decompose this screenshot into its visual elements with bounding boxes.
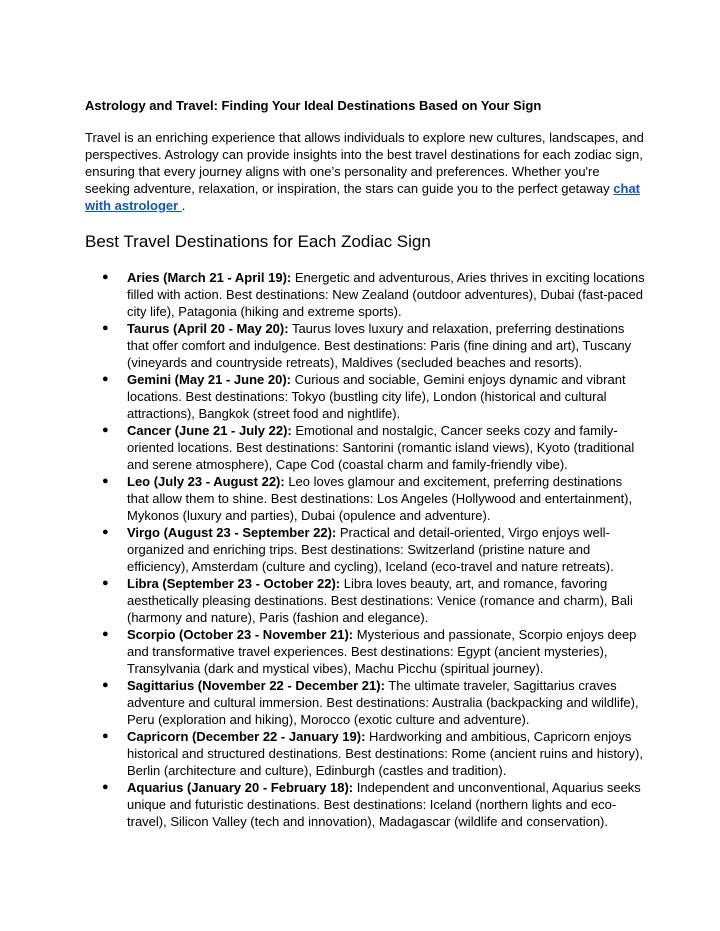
sign-description: Mysterious and passionate, Scorpio enjoys deep and transformative travel experiences. Best destinations: Egypt (ancient mysteries), Transylvania (dark and mystical vibes), Machu Picchu (spiritual journey). (127, 627, 637, 676)
bullet-icon: ● (102, 271, 109, 283)
list-item (85, 320, 645, 371)
sign-name: Virgo (August 23 - September 22): (127, 525, 337, 540)
document-title: Astrology and Travel: Finding Your Ideal Destinations Based on Your Sign (85, 98, 542, 113)
list-item (85, 575, 645, 626)
bullet-icon: ● (102, 730, 109, 742)
list-item (85, 473, 645, 524)
sign-description: Curious and sociable, Gemini enjoys dynamic and vibrant locations. Best destinations: Tokyo (bustling city life), London (historical and cultural attractions), Bangkok (street food and nightlife). (127, 372, 626, 421)
sign-name: Gemini (May 21 - June 20): (127, 372, 291, 387)
sign-name: Aries (March 21 - April 19): (127, 270, 292, 285)
zodiac-destinations-list (85, 269, 645, 830)
sign-name: Taurus (April 20 - May 20): (127, 321, 289, 336)
sign-description: Hardworking and ambitious, Capricorn enjoys historical and structured destinations. Best destinations: Rome (ancient ruins and history), Berlin (architecture and culture), Edinburgh (castles and tradition). (127, 729, 643, 778)
sign-name: Libra (September 23 - October 22): (127, 576, 341, 591)
document-body (85, 97, 645, 830)
list-item (85, 728, 645, 779)
sign-name: Aquarius (January 20 - February 18): (127, 780, 354, 795)
bullet-icon: ● (102, 679, 109, 691)
bullet-icon: ● (102, 781, 109, 793)
sign-name: Capricorn (December 22 - January 19): (127, 729, 366, 744)
intro-end: . (181, 198, 186, 213)
intro-paragraph (85, 129, 645, 214)
bullet-icon: ● (102, 424, 109, 436)
bullet-icon: ● (102, 373, 109, 385)
intro-text: Travel is an enriching experience that allows individuals to explore new cultures, landscapes, and perspectives. Astrology can provide insights into the best travel destinations for each zodiac sign, ensuring that every journey aligns with one’s personality and preferences. Whether you're seeking adventure, relaxation, or inspiration, the stars can guide you to the perfect getaway (85, 130, 644, 196)
bullet-icon: ● (102, 322, 109, 334)
sign-name: Leo (July 23 - August 22): (127, 474, 285, 489)
list-item (85, 524, 645, 575)
sign-description: Taurus loves luxury and relaxation, preferring destinations that offer comfort and indulgence. Best destinations: Paris (fine dining and art), Tuscany (vineyards and countryside retreats), Maldives (secluded beaches and resorts). (127, 321, 632, 370)
list-item (85, 422, 645, 473)
sign-description: Independent and unconventional, Aquarius seeks unique and futuristic destinations. Best destinations: Iceland (northern lights and eco-travel), Silicon Valley (tech and innovation), Madagascar (wildlife and conservation). (127, 780, 641, 829)
list-item (85, 626, 645, 677)
sign-description: Libra loves beauty, art, and romance, favoring aesthetically pleasing destinations. Best destinations: Venice (romance and charm), Bali (harmony and nature), Paris (fashion and elegance). (127, 576, 633, 625)
sign-description: Emotional and nostalgic, Cancer seeks cozy and family-oriented locations. Best destinations: Santorini (romantic island views), Kyoto (traditional and serene atmosphere), Cape Cod (coastal charm and family-friendly vibe). (127, 423, 635, 472)
sign-description: Leo loves glamour and excitement, preferring destinations that allow them to shine. Best destinations: Los Angeles (Hollywood and entertainment), Mykonos (luxury and parties), Dubai (opulence and adventure). (127, 474, 633, 523)
list-item (85, 371, 645, 422)
sign-description: The ultimate traveler, Sagittarius craves adventure and cultural immersion. Best destinations: Australia (backpacking and wildlife), Peru (exploration and hiking), Morocco (exotic culture and adventure). (127, 678, 639, 727)
bullet-icon: ● (102, 475, 109, 487)
sign-name: Scorpio (October 23 - November 21): (127, 627, 354, 642)
sign-description: Energetic and adventurous, Aries thrives in exciting locations filled with action. Best destinations: New Zealand (outdoor adventures), Dubai (fast-paced city life), Patagonia (hiking and extreme sports). (127, 270, 645, 319)
bullet-icon: ● (102, 628, 109, 640)
sign-name: Cancer (June 21 - July 22): (127, 423, 292, 438)
list-item (85, 269, 645, 320)
list-item (85, 677, 645, 728)
bullet-icon: ● (102, 577, 109, 589)
chat-with-astrologer-link[interactable]: chat with astrologer (85, 181, 641, 213)
sign-description: Practical and detail-oriented, Virgo enjoys well-organized and enriching trips. Best destinations: Switzerland (pristine nature and efficiency), Amsterdam (culture and cycling), Iceland (eco-travel and nature retreats). (127, 525, 614, 574)
sign-name: Sagittarius (November 22 - December 21): (127, 678, 385, 693)
list-item (85, 779, 645, 830)
bullet-icon: ● (102, 526, 109, 538)
section-heading: Best Travel Destinations for Each Zodiac Sign (85, 232, 431, 251)
